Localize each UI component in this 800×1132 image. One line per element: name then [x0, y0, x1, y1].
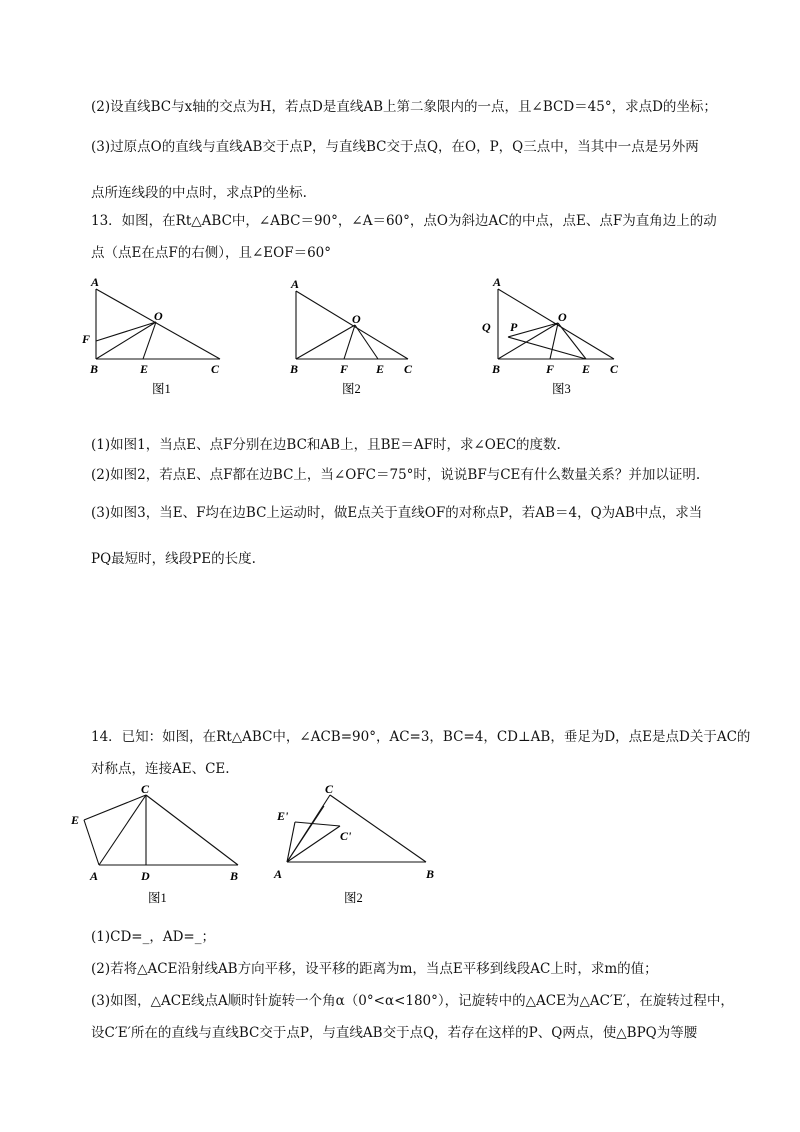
q14-stem-line1: 14．已知：如图，在Rt△ABC中，∠ACB=90°，AC=3，BC=4，CD⊥AB，垂足为D，点E是点D关于AC的 — [91, 729, 751, 745]
q12-part3-line2: 点所连线段的中点时，求点P的坐标. — [91, 185, 307, 201]
q12-part3-line1: (3)过原点O的直线与直线AB交于点P，与直线BC交于点Q，在O，P，Q三点中，当其中一点是另外两 — [91, 139, 699, 155]
label-C: C — [610, 362, 619, 376]
caption-13-2: 图2 — [342, 382, 361, 396]
figure-13-1 — [78, 275, 228, 400]
label-B: B — [426, 867, 435, 881]
q14-part1: (1)CD=_，AD=_； — [91, 929, 215, 945]
label-E: E — [71, 813, 80, 827]
label-B: B — [90, 362, 99, 376]
figure-14-2 — [268, 782, 448, 907]
q13-stem-line2: 点（点E在点F的右侧），且∠EOF＝60° — [91, 245, 332, 261]
q13-part3-line2: PQ最短时，线段PE的长度. — [91, 551, 256, 567]
q13-stem-line1: 13．如图，在Rt△ABC中，∠ABC＝90°，∠A＝60°，点O为斜边AC的中点，点E、点F为直角边上的动 — [91, 213, 717, 229]
label-F: F — [546, 362, 555, 376]
label-C: C — [404, 362, 413, 376]
caption-13-1: 图1 — [152, 382, 171, 396]
label-O: O — [558, 310, 567, 324]
figure-13-3 — [478, 275, 628, 400]
label-P: P — [510, 320, 518, 334]
q12-part2: (2)设直线BC与x轴的交点为H，若点D是直线AB上第二象限内的一点，且∠BCD＝45°，求点D的坐标； — [91, 99, 717, 115]
q14-part3-line1: (3)如图，△ACE线点A顺时针旋转一个角α（0°<α<180°），记旋转中的△ACE为△AC′E′，在旋转过程中， — [91, 993, 734, 1009]
q13-part1: (1)如图1，当点E、点F分别在边BC和AB上，且BE＝AF时，求∠OEC的度数. — [91, 437, 561, 453]
label-Q: Q — [482, 320, 491, 334]
label-E: E — [140, 362, 149, 376]
label-F: F — [82, 332, 91, 346]
label-C: C — [325, 782, 334, 796]
caption-14-1: 图1 — [148, 891, 167, 905]
label-A: A — [91, 275, 100, 289]
label-F: F — [340, 362, 349, 376]
label-A: A — [274, 867, 283, 881]
label-A: A — [493, 275, 502, 289]
label-C: C — [211, 362, 220, 376]
q14-part3-line2: 设C′E′所在的直线与直线BC交于点P，与直线AB交于点Q，若存在这样的P、Q两点，使△BPQ为等腰 — [91, 1025, 698, 1041]
label-E: E — [582, 362, 591, 376]
q13-part2: (2)如图2，若点E、点F都在边BC上，当∠OFC＝75°时，说说BF与CE有什么数量关系？并加以证明. — [91, 467, 701, 483]
q13-part3-line1: (3)如图3，当E、F均在边BC上运动时，做E点关于直线OF的对称点P，若AB＝4，Q为AB中点，求当 — [91, 505, 703, 521]
label-C: C — [141, 782, 150, 796]
label-B: B — [230, 869, 239, 883]
label-B: B — [492, 362, 501, 376]
label-A: A — [291, 277, 300, 291]
caption-14-2: 图2 — [344, 891, 363, 905]
q14-stem-line2: 对称点，连接AE、CE. — [91, 761, 230, 777]
caption-13-3: 图3 — [552, 382, 571, 396]
label-O: O — [352, 312, 361, 326]
label-D: D — [141, 869, 150, 883]
label-E-prime: E' — [277, 809, 289, 823]
label-O: O — [154, 309, 163, 323]
q14-part2: (2)若将△ACE沿射线AB方向平移，设平移的距离为m，当点E平移到线段AC上时，求m的值； — [91, 961, 658, 977]
figure-14-1 — [66, 782, 256, 907]
label-E: E — [376, 362, 385, 376]
figure-13-2 — [284, 275, 424, 400]
label-A: A — [90, 869, 99, 883]
label-B: B — [290, 362, 299, 376]
label-C-prime: C' — [340, 829, 352, 843]
